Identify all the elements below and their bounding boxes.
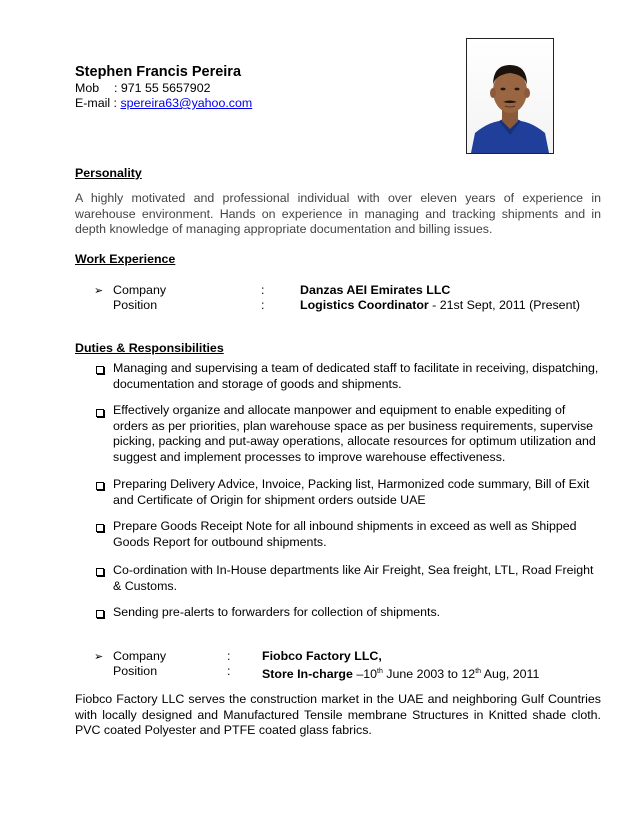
personality-text: A highly motivated and professional individual with over eleven years of experience in warehouse environment. Hands on experience in managing and tracking shipments and in depth knowledge of managing appropriate documentation and billing issues. <box>75 191 601 237</box>
arrow-bullet-icon: ➢ <box>94 285 104 297</box>
job1-position-colon: : <box>261 298 265 312</box>
job2-company-value: Fiobco Factory LLC, <box>262 649 382 663</box>
job1-company-value: Danzas AEI Emirates LLC <box>300 283 451 297</box>
email-line <box>75 96 252 111</box>
square-bullet-icon <box>96 409 104 417</box>
job2-position-label: Position <box>113 664 158 678</box>
mobile-value: : 971 55 5657902 <box>114 81 211 95</box>
mobile-label: Mob <box>75 81 100 95</box>
mobile-line <box>75 81 210 96</box>
job2-company-label: Company <box>113 649 167 663</box>
email-link[interactable]: spereira63@yahoo.com <box>120 96 253 110</box>
job2-dates-middle: June 2003 to 12 <box>382 667 476 682</box>
job2-position-line <box>262 664 539 683</box>
job1-company-label: Company <box>113 283 167 297</box>
arrow-bullet-icon: ➢ <box>94 651 104 663</box>
job2-company-colon: : <box>227 649 231 663</box>
job2-position-value: Store In-charge <box>262 667 353 682</box>
person-photo-icon <box>467 39 553 153</box>
square-bullet-icon <box>96 568 104 576</box>
job2-dates-end: Aug, 2011 <box>481 667 540 682</box>
job2-position-colon: : <box>227 664 231 678</box>
square-bullet-icon <box>96 610 104 618</box>
job1-position-label: Position <box>113 298 158 312</box>
job2-dates-start: –10 <box>352 667 378 682</box>
job2-sup2: th <box>475 668 482 675</box>
duty-item: Managing and supervising a team of dedicated staff to facilitate in receiving, dispatching, documentation and storage of goods and shipments. <box>113 361 599 391</box>
job1-position-dates: - 21st Sept, 2011 (Present) <box>428 298 581 312</box>
work-experience-heading: Work Experience <box>75 252 176 266</box>
duties-heading: Duties & Responsibilities <box>75 341 224 355</box>
duty-item: Prepare Goods Receipt Note for all inbound shipments in exceed as well as Shipped Goods Report for outbound shipments. <box>113 519 577 549</box>
personality-heading: Personality <box>75 166 142 180</box>
duty-item: Effectively organize and allocate manpower and equipment to enable expediting of orders as per priorities, plan warehouse space as per business requirements, supervise picking, packing and put-away operations, allocate resources for optimum utilization and suggest and implement processes to improve warehouse effectiveness. <box>113 403 596 464</box>
job1-position-value: Logistics Coordinator <box>300 298 429 312</box>
job2-sup1: th <box>377 668 383 675</box>
square-bullet-icon <box>96 524 104 532</box>
duty-item: Sending pre-alerts to forwarders for collection of shipments. <box>113 605 441 619</box>
fiobco-description: Fiobco Factory LLC serves the construction market in the UAE and neighboring Gulf Countries with locally designed and Manufactured Tensile membrane Structures in Knitted shade cloth. PVC coated Polyester and PTFE coated glass fabrics. <box>75 692 601 738</box>
candidate-name: Stephen Francis Pereira <box>75 64 242 80</box>
duty-item: Co-ordination with In-House departments like Air Freight, Sea freight, LTL, Road Freight & Customs. <box>113 563 594 593</box>
email-label: E-mail : <box>75 96 117 110</box>
duty-item: Preparing Delivery Advice, Invoice, Packing list, Harmonized code summary, Bill of Exit and Certificate of Origin for shipment orders outside UAE <box>113 477 590 507</box>
profile-photo <box>466 38 554 154</box>
square-bullet-icon <box>96 482 104 490</box>
job1-company-colon: : <box>261 283 265 297</box>
square-bullet-icon <box>96 366 104 374</box>
job1-position-line <box>300 298 580 314</box>
